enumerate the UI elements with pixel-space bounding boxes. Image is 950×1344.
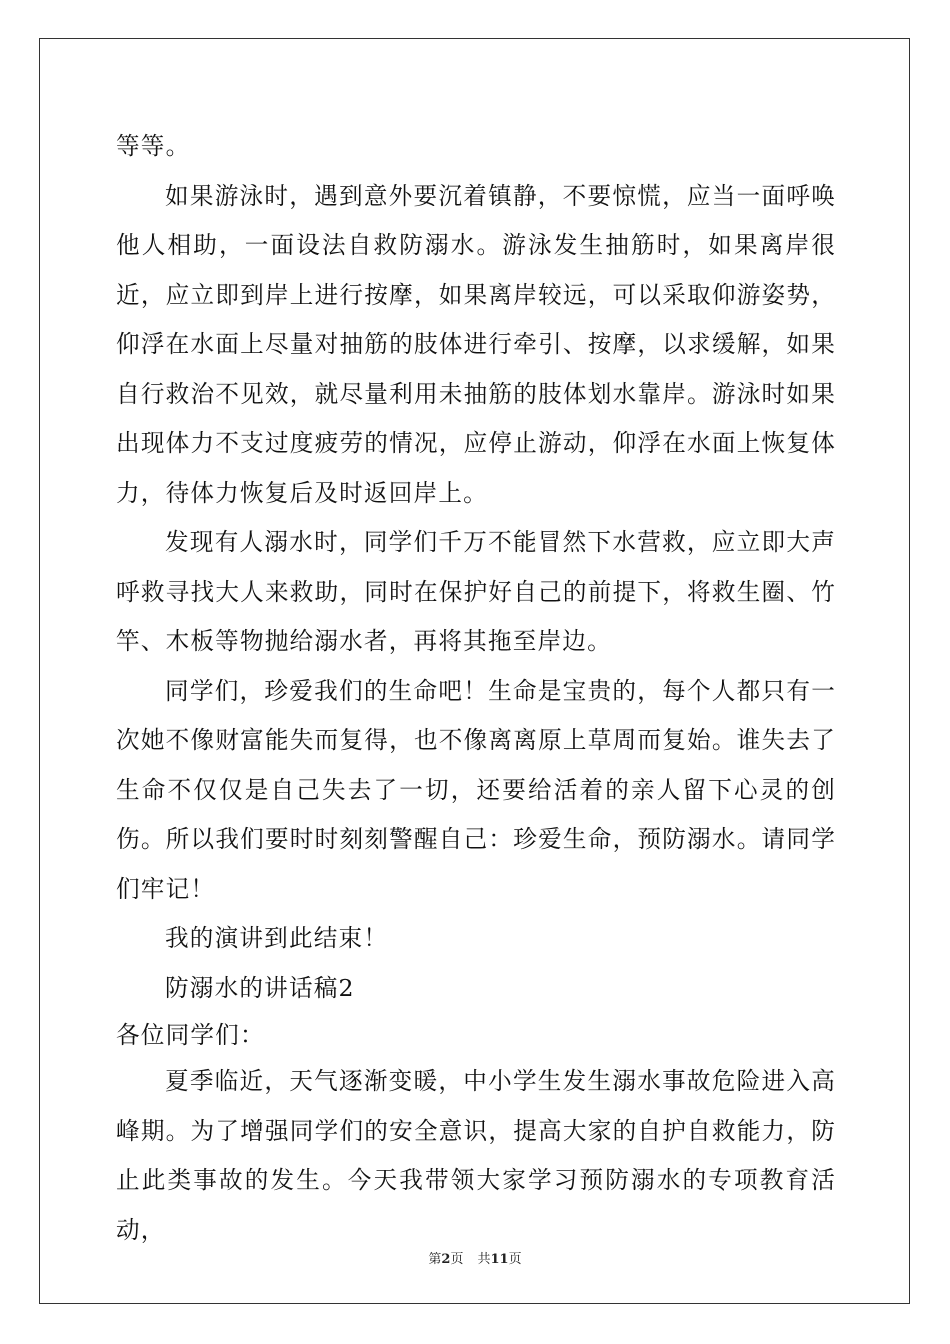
current-page-number: 2 (441, 1252, 451, 1267)
footer-total-prefix: 共 (477, 1252, 491, 1267)
document-body (116, 122, 836, 1255)
total-pages-number: 11 (490, 1252, 509, 1267)
paragraph-4: 同学们，珍爱我们的生命吧！生命是宝贵的，每个人都只有一次她不像财富能失而复得，也不像离离原上草周而复始。谁失去了生命不仅仅是自己失去了一切，还要给活着的亲人留下心灵的创伤。所以我们要时时刻刻警醒自己：珍爱生命，预防溺水。请同学们牢记！ (116, 676, 836, 903)
footer-total-unit: 页 (508, 1252, 522, 1267)
closing-line: 我的演讲到此结束！ (165, 924, 389, 952)
paragraph-3: 发现有人溺水时，同学们千万不能冒然下水营救，应立即大声呼救寻找大人来救助，同时在保护好自己的前提下，将救生圈、竹竿、木板等物抛给溺水者，再将其拖至岸边。 (116, 528, 836, 655)
paragraph-2: 如果游泳时，遇到意外要沉着镇静，不要惊慌，应当一面呼唤他人相助，一面设法自救防溺水。游泳发生抽筋时，如果离岸很近，应立即到岸上进行按摩，如果离岸较远，可以采取仰游姿势，仰浮在水面上尽量对抽筋的肢体进行牵引、按摩，以求缓解，如果自行救治不见效，就尽量利用未抽筋的肢体划水靠岸。游泳时如果出现体力不支过度疲劳的情况，应停止游动，仰浮在水面上恢复体力，待体力恢复后及时返回岸上。 (116, 181, 836, 507)
section-title: 防溺水的讲话稿2 (165, 973, 355, 1002)
page-footer (0, 1248, 950, 1267)
paragraph-5: 夏季临近，天气逐渐变暖，中小学生发生溺水事故危险进入高峰期。为了增强同学们的安全意识，提高大家的自护自救能力，防止此类事故的发生。今天我带领大家学习预防溺水的专项教育活动， (116, 1067, 836, 1244)
footer-page-unit: 页 (450, 1252, 464, 1267)
footer-prefix: 第 (428, 1252, 442, 1267)
paragraph-1: 等等。 (116, 132, 191, 160)
salutation: 各位同学们： (116, 1021, 265, 1049)
